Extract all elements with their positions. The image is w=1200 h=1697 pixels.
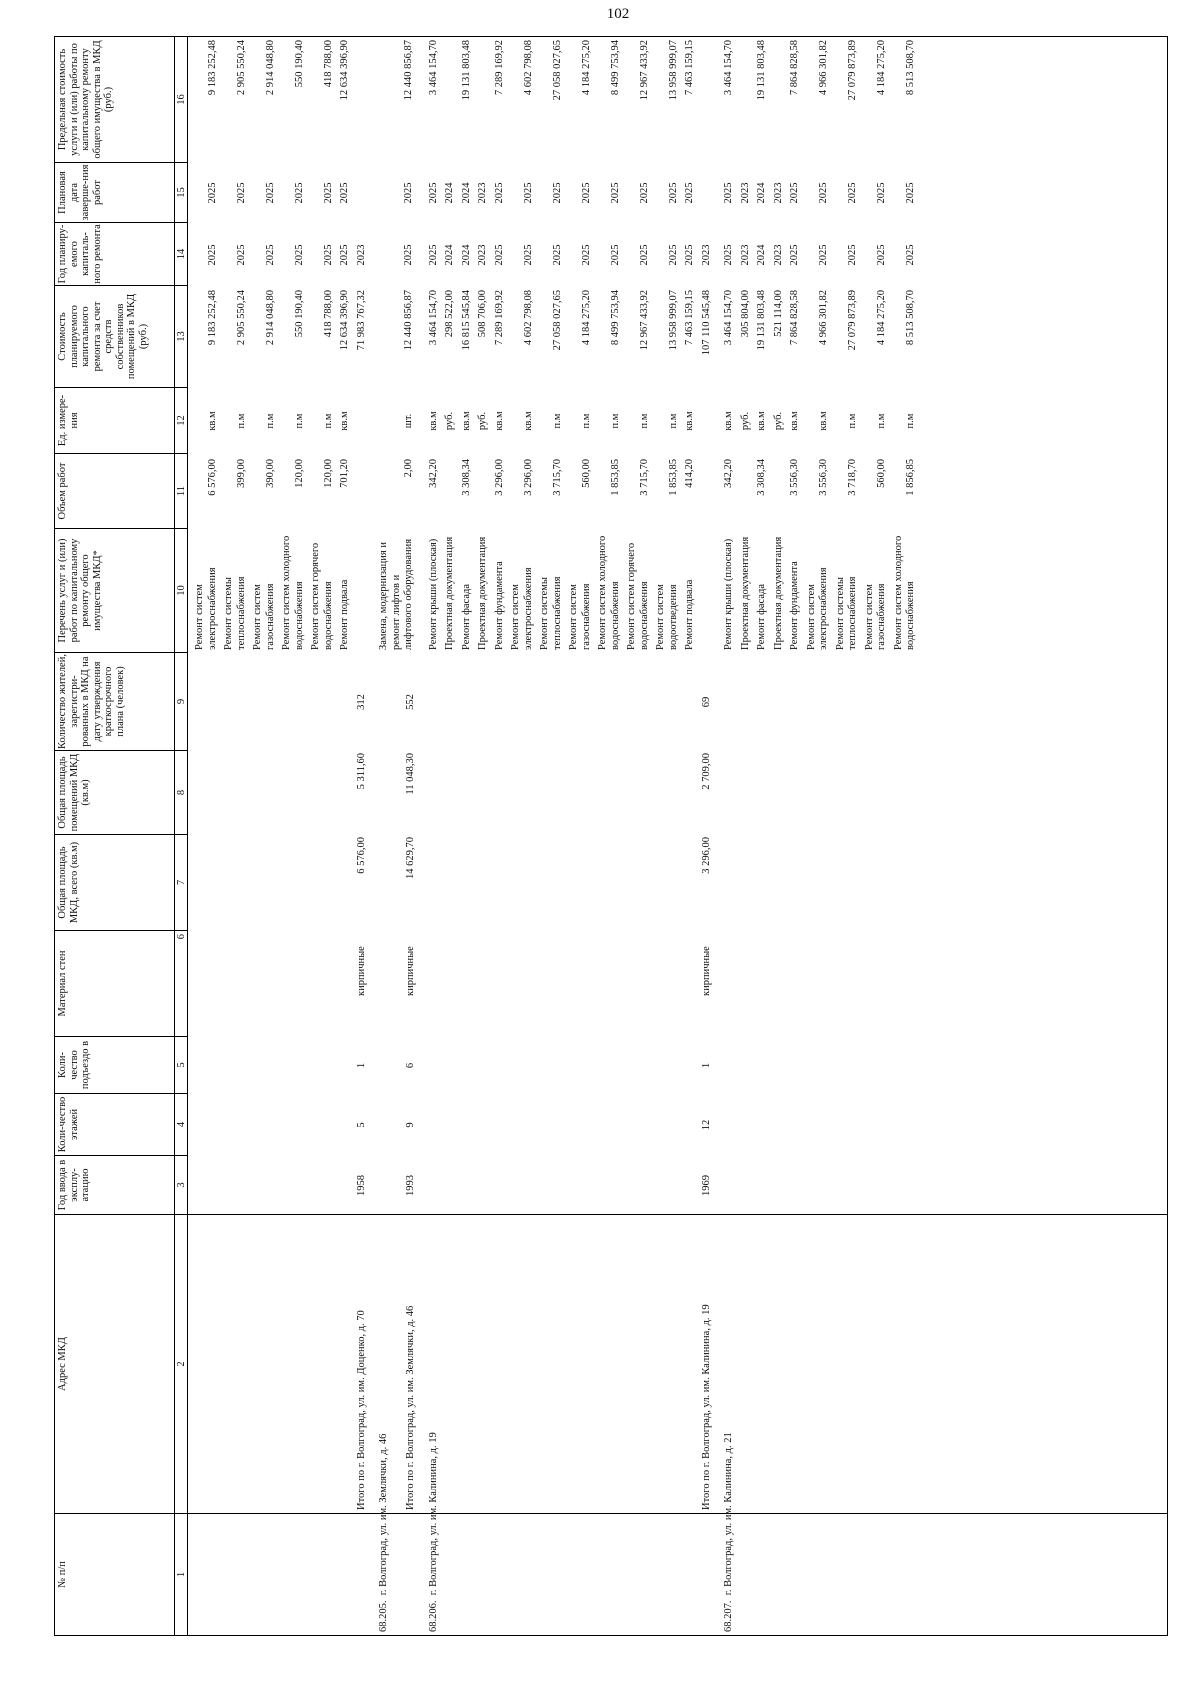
work-end: 2024: [460, 182, 472, 204]
column-number: 1: [174, 1514, 188, 1636]
work-name: Проектная документация: [477, 536, 488, 650]
work-year: 2025: [876, 244, 887, 266]
work-end: 2025: [847, 182, 858, 204]
total-cost-year: 2023: [700, 244, 712, 266]
work-limit: 19 131 803,48: [756, 40, 767, 101]
block-total-label: Итого по г. Волгоград, ул. им. Калинина, д. 19: [700, 1304, 712, 1510]
work-unit: руб.: [739, 411, 751, 431]
header-col-10: Перечень услуг и (или) работ по капитальному ремонту общего имущества МКД*: [54, 529, 174, 653]
wall-material: кирпичные: [700, 946, 712, 996]
work-year: 2025: [293, 244, 305, 266]
header-col-2: Адрес МКД: [54, 1215, 174, 1514]
work-name: теплоснабжения: [551, 576, 563, 650]
work-name: газоснабжения: [580, 583, 592, 650]
work-volume: 120,00: [322, 459, 334, 488]
work-unit: п.м: [638, 413, 650, 429]
work-name: водоснабжения: [905, 581, 916, 650]
work-end: 2025: [322, 182, 334, 204]
total-cost-year: 2023: [355, 244, 367, 266]
work-name: Ремонт фундамента: [789, 561, 800, 650]
entrances: 6: [405, 1062, 416, 1069]
work-unit: кв.м: [756, 411, 767, 431]
wall-material: кирпичные: [355, 946, 367, 996]
work-year: 2025: [339, 244, 350, 266]
header-col-5: Коли-чество подъездо в: [54, 1037, 174, 1094]
work-unit: кв.м: [460, 411, 472, 431]
work-year: 2025: [235, 244, 247, 266]
floors: 12: [700, 1119, 712, 1131]
work-cost: 27 058 027,65: [551, 290, 563, 351]
work-name: лифтового оборудования: [403, 538, 414, 650]
column-divider: [188, 1513, 1168, 1514]
header-col-15: Плановая дата заверше-ния работ: [54, 163, 174, 223]
work-year: 2024: [460, 244, 472, 266]
work-cost: 19 131 803,48: [756, 290, 767, 351]
header-col-8: Общая площадь помещений МКД (кв.м): [54, 751, 174, 835]
page-number: 102: [606, 6, 630, 22]
column-number: 11: [174, 454, 188, 529]
work-year: 2025: [818, 244, 829, 266]
work-limit: 3 464 154,70: [427, 40, 439, 96]
column-number: 16: [174, 36, 188, 163]
work-unit: п.м: [905, 413, 916, 429]
work-name: теплоснабжения: [235, 576, 247, 650]
work-volume: 3 296,00: [493, 459, 505, 496]
total-cost: 71 983 767,32: [355, 290, 367, 351]
entrances: 1: [700, 1062, 712, 1069]
work-cost: 13 958 999,07: [667, 290, 679, 351]
work-name: Ремонт системы: [539, 577, 550, 650]
work-volume: 399,00: [235, 459, 247, 488]
header-col-3: Год ввода в эксплу-атацию: [54, 1156, 174, 1215]
work-volume: 390,00: [264, 459, 276, 488]
work-volume: 3 556,30: [818, 459, 829, 496]
work-cost: 12 440 856,87: [403, 290, 414, 351]
work-cost: 4 602 798,08: [522, 290, 534, 346]
header-col-14: Год планиру-емого капиталь-ного ремонта: [54, 223, 174, 286]
work-year: 2025: [206, 244, 218, 266]
work-name: Ремонт фасада: [756, 583, 767, 650]
work-volume: 2,00: [403, 459, 414, 478]
work-name: Проектная документация: [444, 536, 455, 650]
work-year: 2025: [522, 244, 534, 266]
work-year: 2025: [580, 244, 592, 266]
work-unit: п.м: [667, 413, 679, 429]
work-volume: 3 715,70: [638, 459, 650, 496]
work-cost: 508 706,00: [477, 290, 488, 338]
work-limit: 7 289 169,92: [493, 40, 505, 96]
work-end: 2025: [235, 182, 247, 204]
work-cost: 12 967 433,92: [638, 290, 650, 351]
work-end: 2025: [339, 182, 350, 204]
work-volume: 120,00: [293, 459, 305, 488]
column-number: 9: [174, 653, 188, 751]
work-name: Ремонт фасада: [460, 583, 472, 650]
work-volume: 3 296,00: [522, 459, 534, 496]
work-year: 2025: [638, 244, 650, 266]
work-name: Ремонт систем горячего: [626, 542, 637, 650]
column-number: 2: [174, 1215, 188, 1514]
work-unit: кв.м: [723, 411, 734, 431]
work-year: 2025: [847, 244, 858, 266]
column-number: 10: [174, 529, 188, 653]
work-name: Замена, модернизация и: [378, 542, 389, 650]
work-unit: руб.: [477, 411, 488, 431]
work-end: 2023: [772, 182, 784, 204]
header-col-11: Объем работ: [54, 454, 174, 529]
work-name: Ремонт крыши (плоская): [427, 538, 439, 650]
work-year: 2025: [667, 244, 679, 266]
work-cost: 2 905 550,24: [235, 290, 247, 346]
header-col-6: Материал стен: [54, 931, 174, 1037]
work-end: 2025: [427, 182, 439, 204]
work-name: Ремонт систем холодного: [892, 535, 904, 650]
work-unit: п.м: [322, 413, 334, 429]
work-unit: кв.м: [427, 411, 439, 431]
work-unit: кв.м: [684, 411, 695, 431]
work-name: Ремонт систем горячего: [310, 542, 321, 650]
total-area: 3 296,00: [700, 837, 712, 874]
column-number: 6: [174, 931, 188, 1037]
work-limit: 13 958 999,07: [667, 40, 679, 101]
work-limit: 550 190,40: [293, 40, 305, 88]
work-cost: 16 815 545,84: [460, 290, 472, 351]
work-year: 2025: [723, 244, 734, 266]
work-cost: 4 184 275,20: [876, 290, 887, 346]
work-name: Ремонт систем: [805, 584, 817, 650]
work-end: 2023: [477, 182, 488, 204]
address: 68.206. г. Волгоград, ул. им. Калинина, д. 19: [427, 1432, 439, 1632]
work-unit: кв.м: [789, 411, 800, 431]
work-name: Ремонт систем: [510, 584, 521, 650]
address: 68.205. г. Волгоград, ул. им. Землячки, д. 46: [378, 1433, 389, 1632]
work-name: ремонт лифтов и: [390, 574, 402, 650]
work-volume: 701,20: [339, 459, 350, 488]
work-limit: 8 499 753,94: [609, 40, 621, 96]
floors: 5: [355, 1122, 367, 1128]
work-end: 2025: [264, 182, 276, 204]
work-year: 2025: [905, 244, 916, 266]
work-name: Ремонт систем холодного: [281, 535, 292, 650]
year-commissioned: 1958: [355, 1175, 367, 1196]
work-volume: 1 853,85: [609, 459, 621, 496]
work-unit: п.м: [235, 413, 247, 429]
work-unit: кв.м: [206, 411, 218, 431]
header-col-9: Количество жителей, зарегистри-рованных в МКД на дату утверждения краткосрочного плана (человек): [54, 653, 174, 751]
work-cost: 9 183 252,48: [206, 290, 218, 346]
work-unit: кв.м: [493, 411, 505, 431]
column-number: 13: [174, 286, 188, 388]
work-volume: 342,20: [723, 459, 734, 488]
work-cost: 7 864 828,58: [789, 290, 800, 346]
work-cost: 2 914 048,80: [264, 290, 276, 346]
work-year: 2025: [551, 244, 563, 266]
column-divider: [188, 1214, 1168, 1215]
column-number: 3: [174, 1156, 188, 1215]
work-limit: 9 183 252,48: [206, 40, 218, 96]
table-header: [54, 36, 174, 1636]
work-name: водоснабжения: [638, 581, 650, 650]
work-year: 2025: [609, 244, 621, 266]
premises-area: 5 311,60: [355, 753, 367, 790]
work-volume: 1 853,85: [667, 459, 679, 496]
year-commissioned: 1993: [405, 1175, 416, 1196]
work-cost: 3 464 154,70: [723, 290, 734, 346]
residents: 69: [700, 696, 712, 708]
column-number: 14: [174, 223, 188, 286]
column-number: 12: [174, 388, 188, 454]
year-commissioned: 1969: [700, 1175, 712, 1196]
work-unit: руб.: [772, 411, 784, 431]
work-volume: 6 576,00: [206, 459, 218, 496]
work-end: 2025: [905, 182, 916, 204]
work-end: 2023: [739, 182, 751, 204]
work-name: Ремонт подвала: [339, 579, 350, 650]
work-year: 2023: [739, 244, 751, 266]
work-year: 2025: [684, 244, 695, 266]
work-unit: п.м: [609, 413, 621, 429]
work-name: Ремонт подвала: [684, 579, 695, 650]
work-end: 2025: [638, 182, 650, 204]
work-end: 2025: [876, 182, 887, 204]
address: 68.207. г. Волгоград, ул. им. Калинина, д. 21: [723, 1432, 734, 1632]
work-year: 2025: [322, 244, 334, 266]
wall-material: кирпичные: [405, 946, 416, 996]
work-name: водоотведения: [667, 584, 679, 650]
work-limit: 4 184 275,20: [580, 40, 592, 96]
work-name: газоснабжения: [876, 583, 887, 650]
work-name: водоснабжения: [293, 581, 305, 650]
work-year: 2024: [756, 244, 767, 266]
work-end: 2025: [684, 182, 695, 204]
work-name: теплоснабжения: [847, 576, 858, 650]
work-year: 2023: [772, 244, 784, 266]
work-name: водоснабжения: [322, 581, 334, 650]
work-unit: п.м: [876, 413, 887, 429]
work-limit: 12 440 856,87: [403, 40, 414, 101]
column-number: 5: [174, 1037, 188, 1094]
work-limit: 2 905 550,24: [235, 40, 247, 96]
column-number: 15: [174, 163, 188, 223]
work-volume: 560,00: [876, 459, 887, 488]
work-unit: п.м: [293, 413, 305, 429]
work-limit: 4 966 301,82: [818, 40, 829, 96]
work-cost: 3 464 154,70: [427, 290, 439, 346]
work-year: 2025: [789, 244, 800, 266]
premises-area: 11 048,30: [405, 753, 416, 795]
work-end: 2025: [522, 182, 534, 204]
column-number: 8: [174, 751, 188, 835]
column-number-row: [174, 36, 188, 1636]
work-cost: 298 522,00: [444, 290, 455, 338]
work-unit: кв.м: [522, 411, 534, 431]
work-cost: 12 634 396,90: [339, 290, 350, 351]
work-name: Ремонт систем: [655, 584, 666, 650]
work-year: 2025: [493, 244, 505, 266]
work-end: 2025: [293, 182, 305, 204]
work-end: 2025: [403, 182, 414, 204]
floors: 9: [405, 1122, 416, 1128]
work-name: Проектная документация: [739, 536, 751, 650]
work-name: Проектная документация: [772, 536, 784, 650]
column-number: 7: [174, 835, 188, 931]
work-name: Ремонт фундамента: [493, 561, 505, 650]
work-name: Ремонт системы: [834, 577, 846, 650]
work-volume: 3 718,70: [847, 459, 858, 496]
work-name: Ремонт систем: [252, 584, 263, 650]
work-name: водоснабжения: [609, 581, 621, 650]
work-limit: 12 634 396,90: [339, 40, 350, 101]
work-end: 2025: [580, 182, 592, 204]
work-end: 2025: [789, 182, 800, 204]
work-unit: п.м: [847, 413, 858, 429]
residents: 552: [405, 694, 416, 710]
header-col-1: № п/п: [54, 1514, 174, 1636]
work-end: 2024: [756, 182, 767, 204]
work-end: 2025: [493, 182, 505, 204]
work-unit: руб.: [444, 411, 455, 431]
work-limit: 4 184 275,20: [876, 40, 887, 96]
work-cost: 305 804,00: [739, 290, 751, 338]
work-limit: 2 914 048,80: [264, 40, 276, 96]
work-name: Ремонт системы: [223, 577, 234, 650]
work-limit: 8 513 508,70: [905, 40, 916, 96]
work-end: 2025: [667, 182, 679, 204]
header-col-12: Ед. измере-ния: [54, 388, 174, 454]
work-cost: 8 513 508,70: [905, 290, 916, 346]
work-end: 2025: [818, 182, 829, 204]
work-limit: 3 464 154,70: [723, 40, 734, 96]
work-name: электроснабжения: [818, 567, 829, 650]
total-cost: 107 110 545,48: [700, 290, 712, 356]
work-cost: 7 463 159,15: [684, 290, 695, 346]
work-volume: 3 308,34: [460, 459, 472, 496]
work-volume: 560,00: [580, 459, 592, 488]
total-area: 14 629,70: [405, 837, 416, 879]
work-year: 2025: [264, 244, 276, 266]
work-end: 2025: [723, 182, 734, 204]
work-cost: 4 184 275,20: [580, 290, 592, 346]
header-col-7: Общая площадь МКД, всего (кв.м): [54, 835, 174, 931]
header-col-16: Предельная стоимость услуги и (или) работы по капитальному ремонту общего имущества в МКД (руб.): [54, 36, 174, 163]
header-col-4: Коли-чество этажей: [54, 1094, 174, 1156]
work-cost: 8 499 753,94: [609, 290, 621, 346]
work-cost: 7 289 169,92: [493, 290, 505, 346]
work-limit: 12 967 433,92: [638, 40, 650, 101]
work-name: электроснабжения: [522, 567, 534, 650]
work-unit: шт.: [403, 413, 414, 429]
work-cost: 550 190,40: [293, 290, 305, 338]
work-volume: 3 308,34: [756, 459, 767, 496]
work-unit: п.м: [264, 413, 276, 429]
work-unit: п.м: [580, 413, 592, 429]
work-volume: 342,20: [427, 459, 439, 488]
work-limit: 19 131 803,48: [460, 40, 472, 101]
work-limit: 27 058 027,65: [551, 40, 563, 101]
column-number: 4: [174, 1094, 188, 1156]
work-unit: кв.м: [818, 411, 829, 431]
work-name: Ремонт крыши (плоская): [723, 538, 734, 650]
total-area: 6 576,00: [355, 837, 367, 874]
work-cost: 4 966 301,82: [818, 290, 829, 346]
block-total-label: Итого по г. Волгоград, ул. им. Доценко, д. 70: [355, 1310, 367, 1510]
work-year: 2023: [477, 244, 488, 266]
work-name: газоснабжения: [264, 583, 276, 650]
work-cost: 418 788,00: [322, 290, 334, 338]
work-limit: 7 864 828,58: [789, 40, 800, 96]
work-end: 2024: [444, 182, 455, 204]
work-name: Ремонт систем: [863, 584, 875, 650]
work-unit: кв.м: [339, 411, 350, 431]
rotated-table: [54, 36, 1168, 1636]
work-end: 2025: [551, 182, 563, 204]
residents: 312: [355, 694, 367, 710]
work-cost: 27 079 873,89: [847, 290, 858, 351]
work-volume: 1 856,85: [905, 459, 916, 496]
work-name: Ремонт систем холодного: [597, 535, 608, 650]
work-name: Ремонт систем: [194, 584, 205, 650]
work-cost: 521 114,00: [772, 290, 784, 337]
work-year: 2025: [427, 244, 439, 266]
work-volume: 3 556,30: [789, 459, 800, 496]
work-end: 2025: [206, 182, 218, 204]
work-year: 2024: [444, 244, 455, 266]
work-year: 2025: [403, 244, 414, 266]
work-volume: 414,20: [684, 459, 695, 488]
work-name: электроснабжения: [206, 567, 218, 650]
work-limit: 418 788,00: [322, 40, 334, 88]
work-limit: 4 602 798,08: [522, 40, 534, 96]
work-volume: 3 715,70: [551, 459, 563, 496]
block-total-label: Итого по г. Волгоград, ул. им. Землячки, д. 46: [405, 1305, 416, 1510]
work-unit: п.м: [551, 413, 563, 429]
premises-area: 2 709,00: [700, 753, 712, 790]
work-limit: 7 463 159,15: [684, 40, 695, 96]
header-col-13: Стоимость планируемого капитального ремонта за счет средств собственников помещений в МКД (руб.): [54, 286, 174, 388]
entrances: 1: [355, 1062, 367, 1069]
work-name: Ремонт систем: [568, 584, 579, 650]
work-end: 2025: [609, 182, 621, 204]
work-limit: 27 079 873,89: [847, 40, 858, 101]
